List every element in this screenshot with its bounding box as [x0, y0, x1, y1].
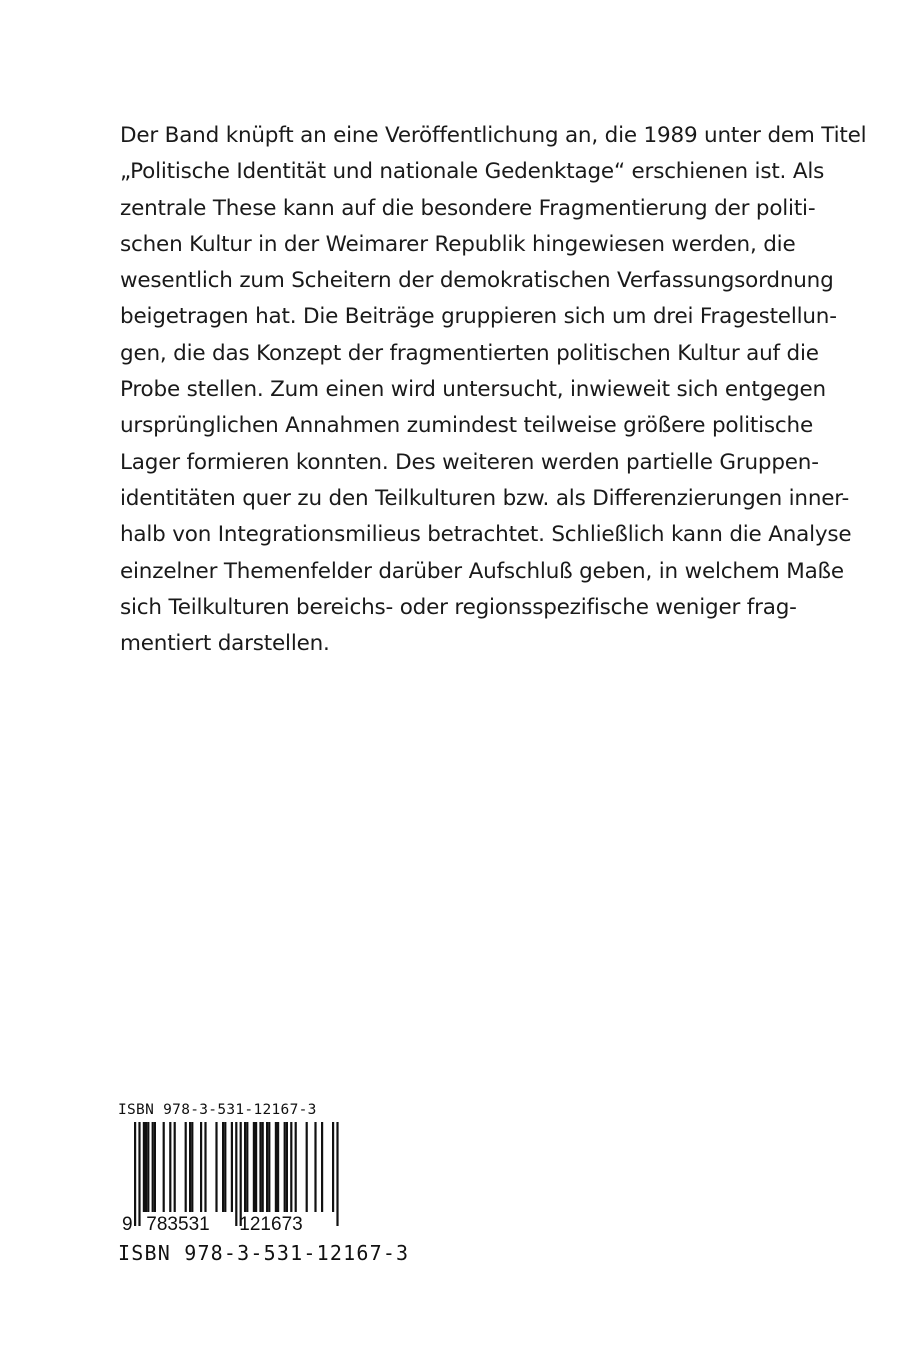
barcode-bar: [259, 1122, 261, 1212]
blurb-line-10: Lager formieren konnten. Des weiteren werden partielle Gruppen-: [120, 449, 819, 475]
barcode-guard-bar: [138, 1122, 140, 1226]
barcode-bar: [169, 1122, 171, 1212]
blurb-line-8: Probe stellen. Zum einen wird untersucht, inwieweit sich entgegen: [120, 377, 826, 403]
barcode-bar: [295, 1122, 297, 1212]
barcode-bar: [189, 1122, 191, 1212]
barcode-bar: [200, 1122, 202, 1212]
barcode-bar: [262, 1122, 264, 1212]
barcode-guard-bar: [336, 1122, 338, 1226]
blurb-text: [120, 118, 867, 662]
blurb-line-5: wesentlich zum Scheitern der demokratischen Verfassungsordnung: [120, 268, 834, 294]
barcode-bar: [185, 1122, 187, 1212]
barcode-bar: [277, 1122, 279, 1212]
blurb-line-9: ursprünglichen Annahmen zumindest teilweise größere politische: [120, 413, 813, 439]
blurb-line-6: beigetragen hat. Die Beiträge gruppieren sich um drei Fragestellun-: [120, 304, 837, 330]
barcode-bar: [290, 1122, 292, 1212]
barcode-bar: [143, 1122, 145, 1212]
barcode-bar: [231, 1122, 233, 1212]
barcode-bar: [204, 1122, 206, 1212]
barcode-bar: [152, 1122, 154, 1212]
barcode-bar: [332, 1122, 334, 1212]
barcode-bar: [286, 1122, 288, 1212]
blurb-line-2: „Politische Identität und nationale Gedenktage“ erschienen ist. Als: [120, 159, 825, 185]
barcode-guard-bar: [240, 1122, 242, 1226]
barcode-bar: [321, 1122, 323, 1212]
blurb-line-11: identitäten quer zu den Teilkulturen bzw. als Differenzierungen inner-: [120, 485, 850, 511]
blurb-line-4: schen Kultur in der Weimarer Republik hingewiesen werden, die: [120, 231, 796, 257]
barcode-bar: [275, 1122, 277, 1212]
barcode-bar: [266, 1122, 268, 1212]
blurb-line-7: gen, die das Konzept der fragmentierten politischen Kultur auf die: [120, 340, 819, 366]
isbn-barcode: [118, 1122, 340, 1234]
barcode-bar: [284, 1122, 286, 1212]
barcode-bar: [174, 1122, 176, 1212]
barcode-bar: [147, 1122, 149, 1212]
blurb-line-13: einzelner Themenfelder darüber Aufschluß geben, in welchem Maße: [120, 558, 844, 584]
barcode-bar: [154, 1122, 156, 1212]
blurb-line-3: zentrale These kann auf die besondere Fragmentierung der politi-: [120, 195, 816, 221]
barcode-bar: [255, 1122, 257, 1212]
barcode-bars: [134, 1122, 340, 1226]
barcode-bar: [244, 1122, 246, 1212]
barcode-bar: [224, 1122, 226, 1212]
isbn-label-bottom: ISBN 978-3-531-12167-3: [118, 1241, 410, 1265]
barcode-bar: [191, 1122, 193, 1212]
barcode-guard-bar: [134, 1122, 136, 1226]
barcode-guard-bar: [235, 1122, 237, 1226]
barcode-bar: [145, 1122, 147, 1212]
barcode-bar: [314, 1122, 316, 1212]
blurb-line-14: sich Teilkulturen bereichs- oder regionsspezifische weniger frag-: [120, 594, 797, 620]
barcode-bar: [246, 1122, 248, 1212]
blurb-line-12: halb von Integrationsmilieus betrachtet. Schließlich kann die Analyse: [120, 522, 852, 548]
barcode-bar: [306, 1122, 308, 1212]
barcode-bar: [253, 1122, 255, 1212]
barcode-bar: [163, 1122, 165, 1212]
blurb-line-1: Der Band knüpft an eine Veröffentlichung an, die 1989 unter dem Titel: [120, 123, 867, 148]
barcode-bar: [215, 1122, 217, 1212]
barcode-first-digit: 9: [122, 1214, 133, 1234]
barcode-bar: [222, 1122, 224, 1212]
barcode-right-digits: 121673: [239, 1214, 303, 1234]
isbn-label-top: ISBN 978-3-531-12167-3: [118, 1102, 317, 1118]
barcode-left-digits: 783531: [146, 1214, 210, 1234]
blurb-line-15: mentiert darstellen.: [120, 631, 330, 657]
barcode-bar: [268, 1122, 270, 1212]
